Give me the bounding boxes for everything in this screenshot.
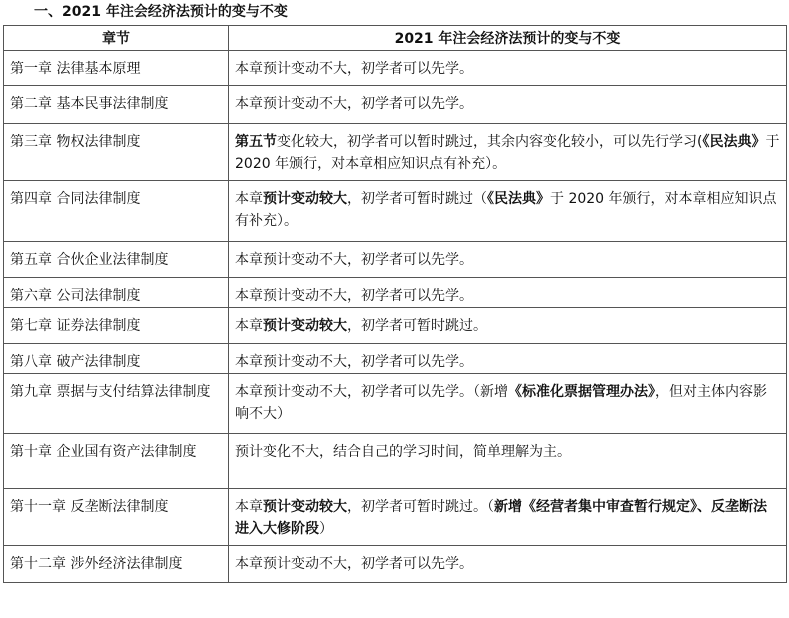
text-segment: 本章预计变动不大，初学者可以先学。 <box>235 61 473 77</box>
table-row <box>4 546 787 583</box>
chapter-cell: 第九章 票据与支付结算法律制度 <box>4 374 229 434</box>
table-row <box>4 489 787 546</box>
change-cell <box>229 308 787 344</box>
text-segment: 本章预计变动不大，初学者可以先学。（新增 <box>235 384 508 400</box>
text-segment: 本章预计变动不大，初学者可以先学。 <box>235 556 473 572</box>
text-segment: 本章 <box>235 318 263 334</box>
text-segment: ，初学者可暂时跳过。（ <box>347 499 494 515</box>
change-cell <box>229 546 787 583</box>
bold-text: 《民法典》 <box>487 191 550 207</box>
text-segment: 本章预计变动不大，初学者可以先学。 <box>235 252 473 268</box>
change-cell <box>229 242 787 278</box>
bold-text: 新增《经营者集中审查暂行规定》、反垄断法进入大修阶段 <box>235 499 767 537</box>
chapter-cell: 第十二章 涉外经济法律制度 <box>4 546 229 583</box>
header-chapter: 章节 <box>4 26 229 51</box>
change-cell <box>229 181 787 242</box>
bold-text: 《民法典》 <box>702 134 766 150</box>
table-row <box>4 124 787 181</box>
text-segment: ，但对主体内容影响不大） <box>235 384 767 422</box>
bold-text: 《标准化票据管理办法》 <box>508 384 655 400</box>
chapter-cell: 第五章 合伙企业法律制度 <box>4 242 229 278</box>
text-segment: 预计变化不大，结合自己的学习时间，简单理解为主。 <box>235 444 571 460</box>
table-header-row <box>4 26 787 51</box>
chapter-cell: 第七章 证券法律制度 <box>4 308 229 344</box>
table-row <box>4 51 787 86</box>
table-row <box>4 344 787 374</box>
text-segment: 本章预计变动不大，初学者可以先学。 <box>235 96 473 112</box>
text-segment: 变化较大，初学者可以暂时跳过，其余内容变化较小，可以先行学习( <box>277 134 703 150</box>
table-row <box>4 374 787 434</box>
text-segment: ，初学者可暂时跳过（ <box>347 191 487 207</box>
chapter-cell: 第一章 法律基本原理 <box>4 51 229 86</box>
text-segment: 本章 <box>235 191 263 207</box>
page-title: 一、2021 年注会经济法预计的变与不变 <box>34 4 288 20</box>
change-cell <box>229 278 787 308</box>
chapter-cell: 第二章 基本民事法律制度 <box>4 86 229 124</box>
change-cell <box>229 489 787 546</box>
bold-text: 预计变动较大 <box>263 318 347 334</box>
chapter-cell: 第四章 合同法律制度 <box>4 181 229 242</box>
chapter-cell: 第十一章 反垄断法律制度 <box>4 489 229 546</box>
text-segment: 于 2020 年颁行，对本章相应知识点有补充）。 <box>235 134 780 172</box>
text-segment: ） <box>319 521 333 537</box>
table-row <box>4 86 787 124</box>
change-cell <box>229 124 787 181</box>
chapter-cell: 第六章 公司法律制度 <box>4 278 229 308</box>
chapter-cell: 第十章 企业国有资产法律制度 <box>4 434 229 489</box>
table-row <box>4 181 787 242</box>
bold-text: 预计变动较大 <box>263 499 347 515</box>
bold-text: 预计变动较大 <box>263 191 347 207</box>
text-segment: 本章 <box>235 499 263 515</box>
change-cell <box>229 86 787 124</box>
chapter-cell: 第三章 物权法律制度 <box>4 124 229 181</box>
change-cell <box>229 344 787 374</box>
text-segment: 本章预计变动不大，初学者可以先学。 <box>235 288 473 304</box>
text-segment: ，初学者可暂时跳过。 <box>347 318 487 334</box>
table-row <box>4 434 787 489</box>
change-cell <box>229 434 787 489</box>
change-cell <box>229 51 787 86</box>
text-segment: 于 2020 年颁行，对本章相应知识点有补充）。 <box>235 191 777 229</box>
chapter-cell: 第八章 破产法律制度 <box>4 344 229 374</box>
table-row <box>4 242 787 278</box>
bold-text: 第五节 <box>235 134 277 150</box>
changes-table <box>3 25 787 583</box>
change-cell <box>229 374 787 434</box>
header-changes: 2021 年注会经济法预计的变与不变 <box>229 26 787 51</box>
text-segment: 本章预计变动不大，初学者可以先学。 <box>235 354 473 370</box>
table-row <box>4 308 787 344</box>
table-row <box>4 278 787 308</box>
